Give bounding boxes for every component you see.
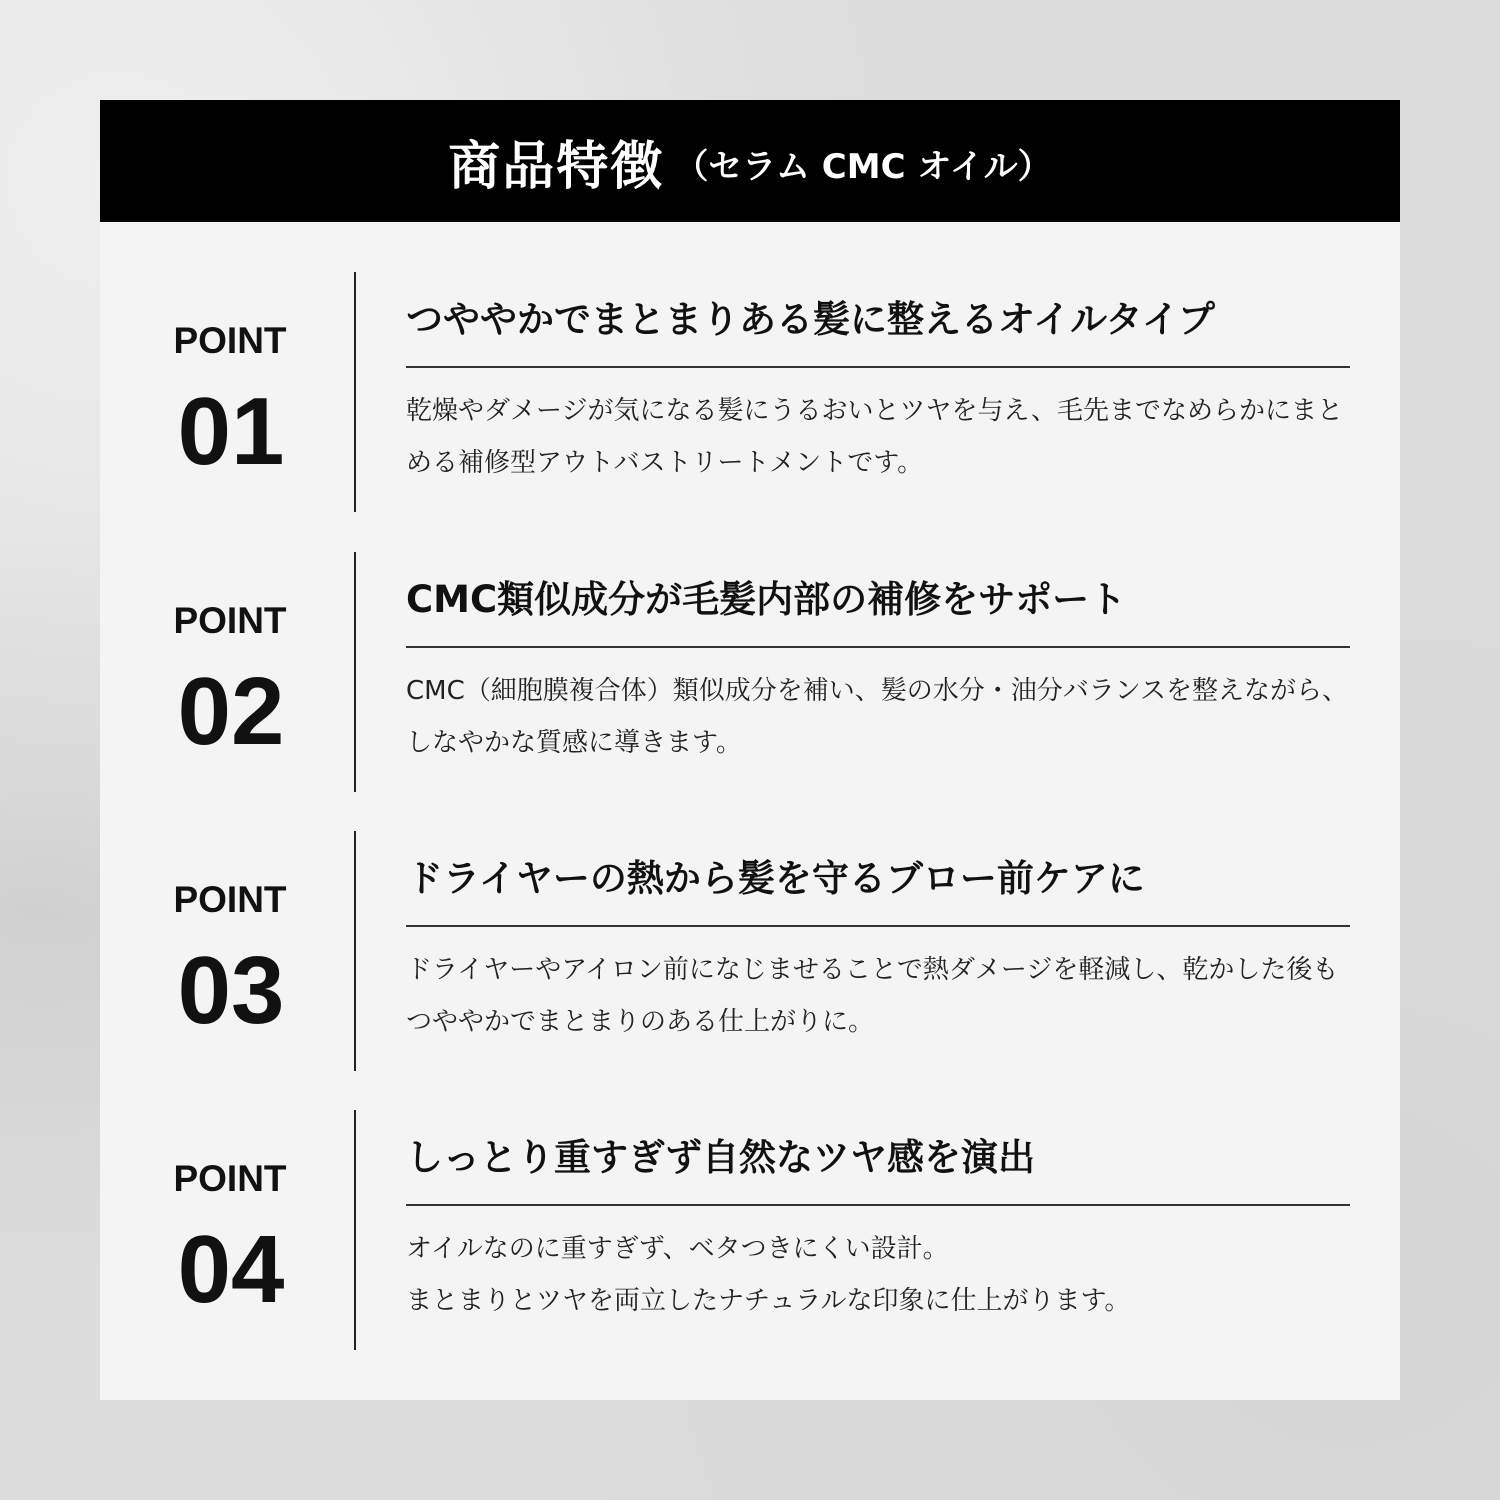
point-label: POINT [173, 879, 287, 920]
header-subtitle: （セラム CMC オイル） [674, 146, 1052, 187]
point-description-line: オイルなのに重すぎず、ベタつきにくい設計。 [406, 1234, 949, 1264]
title-underline [406, 366, 1350, 368]
header-title: 商品特徴 [448, 136, 665, 197]
point-number: 03 [177, 937, 285, 1044]
point-title: CMC類似成分が毛髪内部の補修をサポート [406, 578, 1127, 621]
point-04 [100, 1110, 1400, 1350]
vertical-divider [354, 831, 356, 1071]
point-description: 乾燥やダメージが気になる髪にうるおいとツヤを与え、毛先までなめらかにまとめる補修型アウトバストリートメントです。 [406, 396, 1344, 478]
title-underline [406, 925, 1350, 927]
point-number: 01 [177, 378, 285, 485]
vertical-divider [354, 272, 356, 512]
feature-panel [100, 100, 1400, 1400]
point-label: POINT [173, 1158, 287, 1199]
point-label: POINT [173, 320, 287, 361]
title-underline [406, 1204, 1350, 1206]
point-number: 02 [177, 658, 285, 765]
vertical-divider [354, 1110, 356, 1350]
point-label: POINT [173, 600, 287, 641]
point-description: CMC（細胞膜複合体）類似成分を補い、髪の水分・油分バランスを整えながら、しなやかな質感に導きます。 [406, 676, 1348, 758]
header-bar [100, 100, 1400, 222]
point-03 [100, 831, 1400, 1071]
point-title: つややかでまとまりある髪に整えるオイルタイプ [406, 298, 1215, 341]
point-title: しっとり重すぎず自然なツヤ感を演出 [406, 1136, 1035, 1179]
vertical-divider [354, 552, 356, 792]
point-02 [100, 552, 1400, 792]
title-underline [406, 646, 1350, 648]
point-description [406, 1223, 1356, 1327]
point-number: 04 [177, 1216, 285, 1323]
point-description: ドライヤーやアイロン前になじませることで熱ダメージを軽減し、乾かした後もつややかでまとまりのある仕上がりに。 [406, 955, 1339, 1037]
point-title: ドライヤーの熱から髪を守るブロー前ケアに [406, 857, 1145, 900]
point-description-line: まとまりとツヤを両立したナチュラルな印象に仕上がります。 [406, 1286, 1131, 1316]
point-01 [100, 272, 1400, 512]
